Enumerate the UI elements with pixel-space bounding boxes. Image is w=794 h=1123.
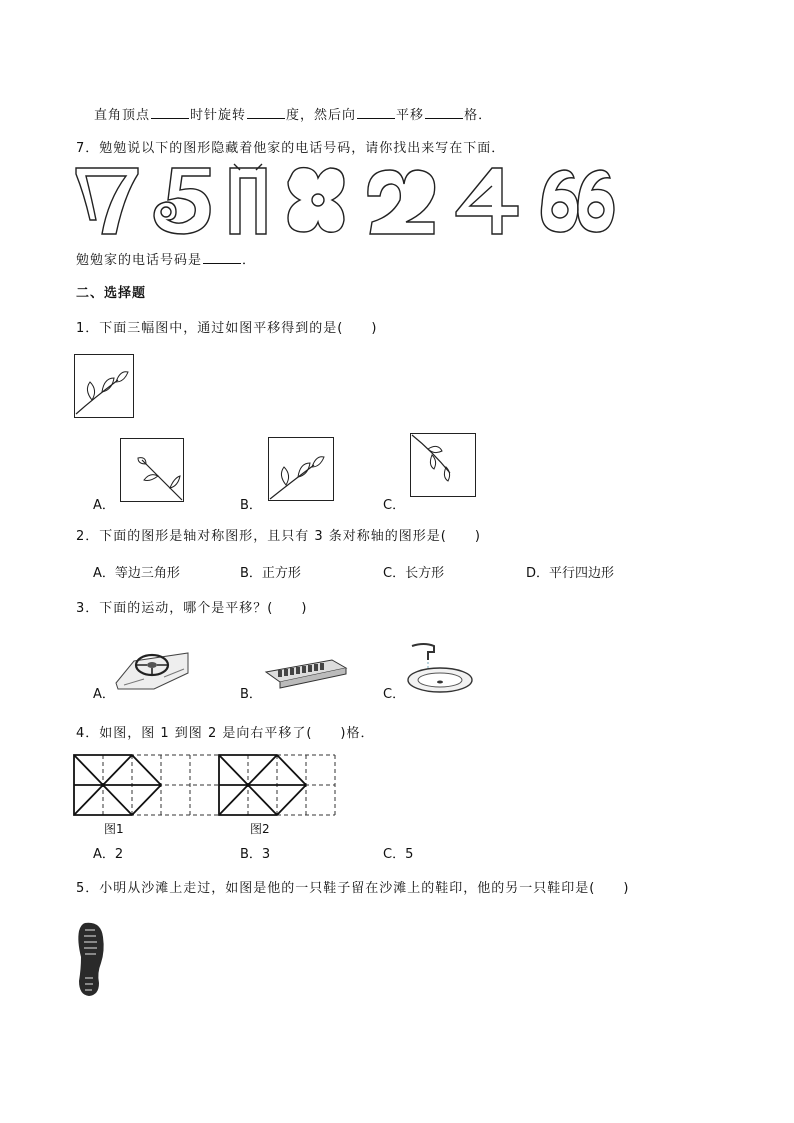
faucet-sink-icon[interactable] [406,640,476,696]
c2-option-d[interactable]: D．平行四边形 [526,566,615,581]
abacus-icon[interactable] [262,650,350,690]
digit-figure-3 [230,164,266,234]
c5-question: 5．小明从沙滩上走过，如图是他的一只鞋子留在沙滩上的鞋印，他的另一只鞋印是( ) [76,881,630,896]
c1-option-a[interactable]: A． [93,498,115,513]
phone-number-figures [72,160,612,240]
q7-answer-line [76,249,256,268]
c3-question: 3．下面的运动，哪个是平移？( ) [76,601,308,616]
c4-fig1-label: 图1 [104,822,124,836]
c4-question: 4．如图，图 1 到图 2 是向右平移了( )格． [76,726,375,741]
digit-figure-5 [368,170,435,234]
c2-option-c[interactable]: C．长方形 [383,566,445,581]
q6-text-5: 格． [464,108,493,123]
c1-question: 1．下面三幅图中，通过如图平移得到的是( ) [76,321,378,336]
digit-figure-4 [288,168,344,233]
q6-blank-2[interactable] [247,106,285,119]
q7-answer-blank[interactable] [203,251,241,264]
c4-fig2-label: 图2 [250,822,270,836]
digit-figure-6 [456,168,518,234]
c1-option-b[interactable]: B． [240,498,262,513]
c4-option-b[interactable]: B．3 [240,847,271,862]
c3-option-b[interactable]: B． [240,687,262,702]
c3-option-c[interactable]: C． [383,687,406,702]
digit-figure-2 [154,168,210,234]
digit-figure-7 [541,170,614,232]
q7-answer-prefix: 勉勉家的电话号码是 [76,253,203,268]
c4-option-c[interactable]: C．5 [383,847,414,862]
c1-option-c-figure[interactable] [410,433,476,497]
figure-1-arrows [74,755,161,815]
digit-figure-1 [76,168,138,234]
q6-text-4: 平移 [396,108,425,123]
c1-option-a-figure[interactable] [120,438,184,502]
q6-blank-4[interactable] [425,106,463,119]
q7-answer-suffix: ． [242,253,257,268]
q6-blank-3[interactable] [357,106,395,119]
figure-2-arrows [219,755,306,815]
c2-option-b[interactable]: B．正方形 [240,566,301,581]
q6-text-2: 时针旋转 [190,108,247,123]
c1-option-c[interactable]: C． [383,498,406,513]
steering-wheel-icon[interactable] [114,643,190,691]
q6-blank-1[interactable] [151,106,189,119]
q6-tail-line [94,104,492,123]
q7-question: 7．勉勉说以下的图形隐藏着他家的电话号码，请你找出来写在下面． [76,141,506,156]
c1-reference-leaf-figure [74,354,134,418]
c2-question: 2．下面的图形是轴对称图形，且只有 3 条对称轴的图形是( ) [76,529,481,544]
c2-option-a[interactable]: A．等边三角形 [93,566,180,581]
q6-text-1: 直角顶点 [94,108,151,123]
shoeprint-icon [75,921,105,997]
c4-option-a[interactable]: A．2 [93,847,124,862]
q6-text-3: 度，然后向 [286,108,357,123]
c3-option-a[interactable]: A． [93,687,115,702]
section-title: 二、选择题 [76,286,147,301]
c4-grid-figure [73,754,337,818]
c1-option-b-figure[interactable] [268,437,334,501]
